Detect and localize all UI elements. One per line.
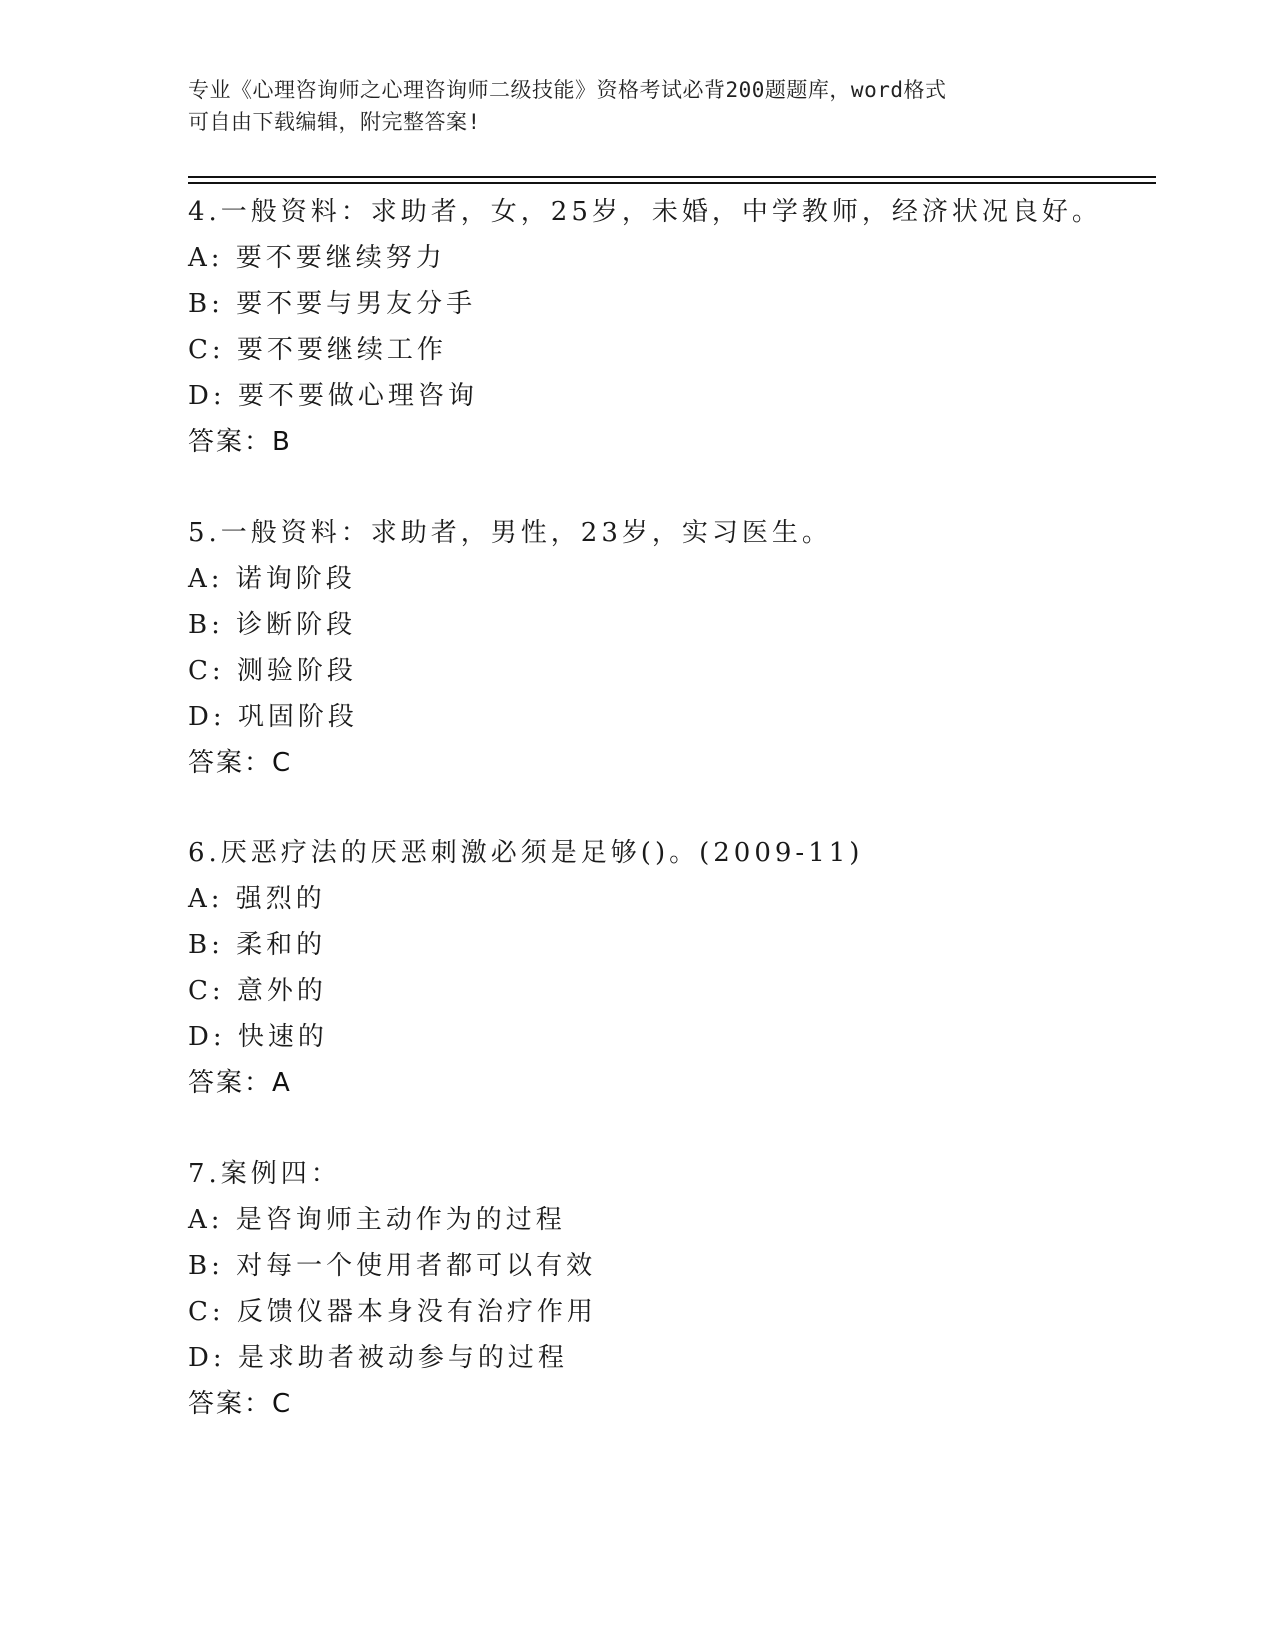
answer-line: 答案：B bbox=[188, 427, 292, 457]
option-d: D: 是求助者被动参与的过程 bbox=[188, 1343, 568, 1373]
document-header bbox=[188, 74, 1088, 138]
question-6 bbox=[188, 830, 1148, 1106]
question-stem: 4.一般资料：求助者，女，25岁，未婚，中学教师，经济状况良好。 bbox=[188, 197, 1102, 227]
option-d: D: 要不要做心理咨询 bbox=[188, 381, 478, 411]
answer-line: 答案：C bbox=[188, 748, 293, 778]
option-a: A: 诺询阶段 bbox=[188, 564, 356, 594]
option-c: C: 反馈仪器本身没有治疗作用 bbox=[188, 1297, 597, 1327]
question-stem: 5.一般资料：求助者，男性，23岁，实习医生。 bbox=[188, 518, 832, 548]
option-a: A: 强烈的 bbox=[188, 884, 326, 914]
option-b: B: 要不要与男友分手 bbox=[188, 289, 477, 319]
answer-line: 答案：A bbox=[188, 1068, 292, 1098]
header-divider-top bbox=[188, 176, 1156, 178]
option-a: A: 要不要继续努力 bbox=[188, 243, 446, 273]
question-stem: 7.案例四： bbox=[188, 1159, 341, 1189]
option-c: C: 测验阶段 bbox=[188, 656, 357, 686]
option-b: B: 诊断阶段 bbox=[188, 610, 357, 640]
header-line-1: 专业《心理咨询师之心理咨询师二级技能》资格考试必背200题题库，word格式 bbox=[188, 78, 947, 102]
header-divider-bottom bbox=[188, 182, 1156, 184]
question-7 bbox=[188, 1151, 1148, 1427]
question-5 bbox=[188, 510, 1148, 786]
option-b: B: 对每一个使用者都可以有效 bbox=[188, 1251, 597, 1281]
option-b: B: 柔和的 bbox=[188, 930, 327, 960]
option-c: C: 意外的 bbox=[188, 976, 327, 1006]
option-a: A: 是咨询师主动作为的过程 bbox=[188, 1205, 566, 1235]
header-line-2: 可自由下载编辑，附完整答案! bbox=[188, 110, 481, 134]
answer-line: 答案：C bbox=[188, 1389, 293, 1419]
option-d: D: 快速的 bbox=[188, 1022, 328, 1052]
question-4 bbox=[188, 189, 1148, 465]
option-d: D: 巩固阶段 bbox=[188, 702, 358, 732]
option-c: C: 要不要继续工作 bbox=[188, 335, 447, 365]
question-stem: 6.厌恶疗法的厌恶刺激必须是足够()。(2009-11) bbox=[188, 838, 864, 868]
